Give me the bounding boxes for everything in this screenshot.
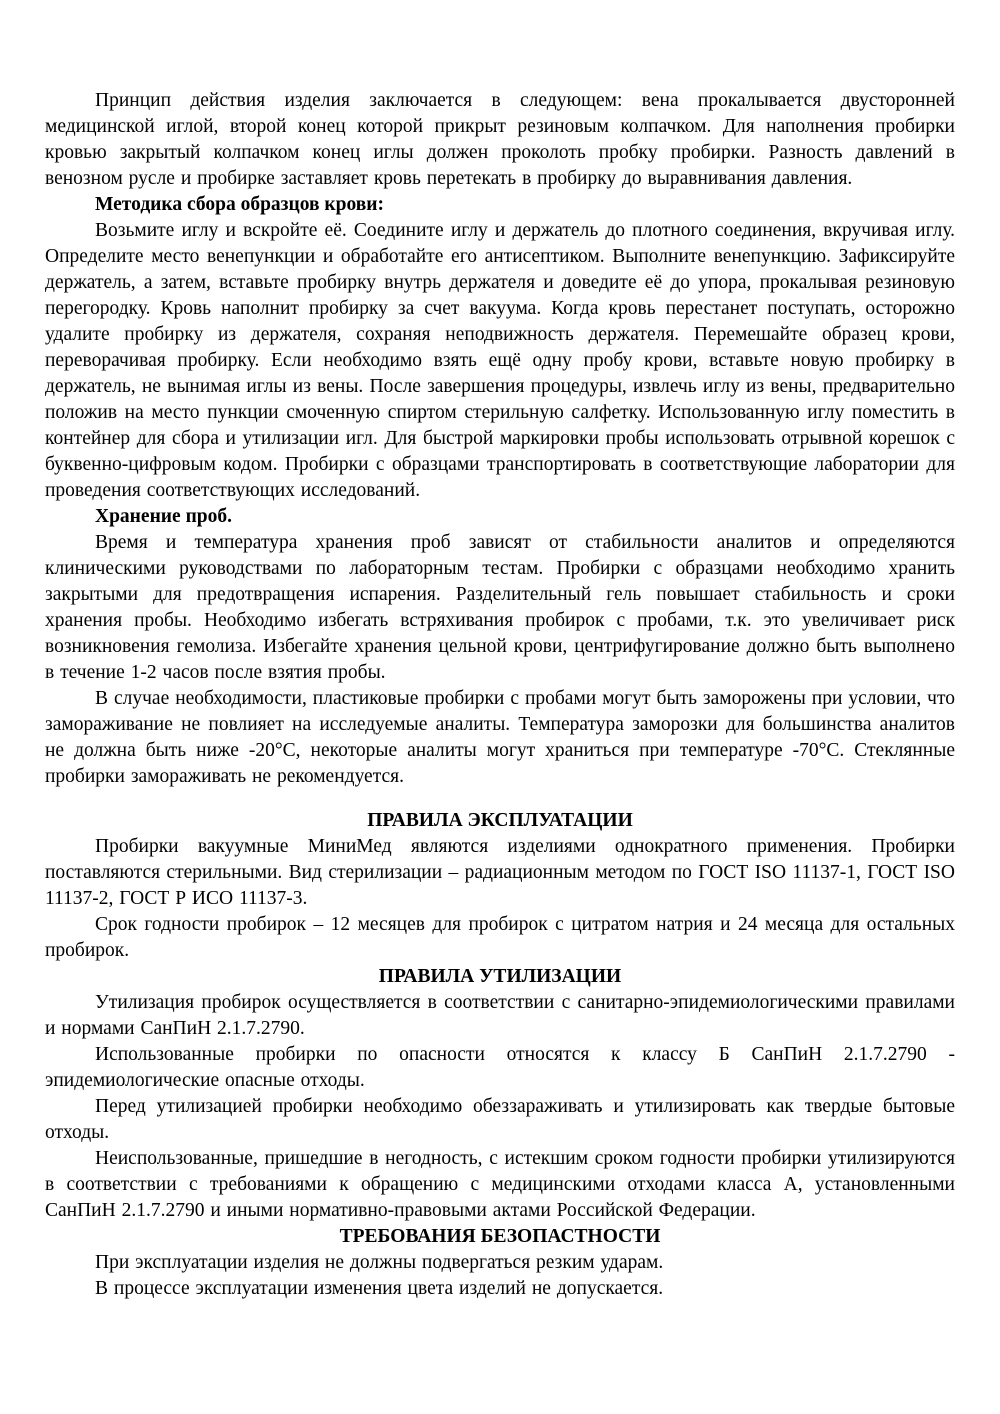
- sub-heading: Хранение проб.: [95, 506, 233, 527]
- paragraph: В случае необходимости, пластиковые пробирки с пробами могут быть заморожены при условии, что замораживание не повлияет на исследуемые аналиты. Температура заморозки для большинства аналитов не должна быть ниже -20°С, некоторые аналиты могут храниться при температуре -70°С. Стеклянные пробирки замораживать не рекомендуется.: [45, 688, 955, 787]
- paragraph: Пробирки вакуумные МиниМед являются изделиями однократного применения. Пробирки поставляются стерильными. Вид стерилизации – радиационным методом по ГОСТ ISO 11137-1, ГОСТ ISO 11137-2, ГОСТ Р ИСО 11137-3.: [45, 836, 955, 909]
- section-heading: ПРАВИЛА УТИЛИЗАЦИИ: [378, 966, 622, 987]
- paragraph: Неиспользованные, пришедшие в негодность, с истекшим сроком годности пробирки утилизируются в соответствии с требованиями к обращению с медицинскими отходами класса А, установленными СанПиН 2.1.7.2790 и иными нормативно-правовыми актами Российской Федерации.: [45, 1148, 955, 1221]
- paragraph: Срок годности пробирок – 12 месяцев для пробирок с цитратом натрия и 24 месяца для остальных пробирок.: [45, 914, 955, 961]
- paragraph: Использованные пробирки по опасности относятся к классу Б СанПиН 2.1.7.2790 - эпидемиологические опасные отходы.: [45, 1044, 955, 1091]
- paragraph: В процессе эксплуатации изменения цвета изделий не допускается.: [95, 1278, 664, 1299]
- paragraph: Перед утилизацией пробирки необходимо обеззараживать и утилизировать как твердые бытовые отходы.: [45, 1096, 955, 1143]
- paragraph: При эксплуатации изделия не должны подвергаться резким ударам.: [95, 1252, 664, 1273]
- section-heading: ТРЕБОВАНИЯ БЕЗОПАСТНОСТИ: [339, 1226, 661, 1247]
- paragraph: Утилизация пробирок осуществляется в соответствии с санитарно-эпидемиологическими правилами и нормами СанПиН 2.1.7.2790.: [45, 992, 955, 1039]
- paragraph: Время и температура хранения проб зависят от стабильности аналитов и определяются клиническими руководствами по лабораторным тестам. Пробирки с образцами необходимо хранить закрытыми для предотвращения испарения. Разделительный гель повышает стабильность и сроки хранения пробы. Необходимо избегать встряхивания пробирок с пробами, т.к. это увеличивает риск возникновения гемолиза. Избегайте хранения цельной крови, центрифугирование должно быть выполнено в течение 1-2 часов после взятия пробы.: [45, 532, 955, 683]
- sub-heading: Методика сбора образцов крови:: [95, 194, 385, 215]
- section-heading: ПРАВИЛА ЭКСПЛУАТАЦИИ: [367, 810, 633, 831]
- paragraph: Принцип действия изделия заключается в следующем: вена прокалывается двусторонней медицинской иглой, второй конец которой прикрыт резиновым колпачком. Для наполнения пробирки кровью закрытый колпачком конец иглы должен проколоть пробку пробирки. Разность давлений в венозном русле и пробирке заставляет кровь перетекать в пробирку до выравнивания давления.: [45, 90, 955, 189]
- paragraph: Возьмите иглу и вскройте её. Соедините иглу и держатель до плотного соединения, вкручивая иглу. Определите место венепункции и обработайте его антисептиком. Выполните венепункцию. Зафиксируйте держатель, а затем, вставьте пробирку внутрь держателя и доведите её до упора, прокалывая резиновую перегородку. Кровь наполнит пробирку за счет вакуума. Когда кровь перестанет поступать, осторожно удалите пробирку из держателя, сохраняя неподвижность держателя. Перемешайте образец крови, переворачивая пробирку. Если необходимо взять ещё одну пробу крови, вставьте новую пробирку в держатель, не вынимая иглы из вены. После завершения процедуры, извлечь иглу из вены, предварительно положив на место пункции смоченную спиртом стерильную салфетку. Использованную иглу поместить в контейнер для сбора и утилизации игл. Для быстрой маркировки пробы использовать отрывной корешок с буквенно-цифровым кодом. Пробирки с образцами транспортировать в соответствующие лаборатории для проведения соответствующих исследований.: [45, 220, 955, 501]
